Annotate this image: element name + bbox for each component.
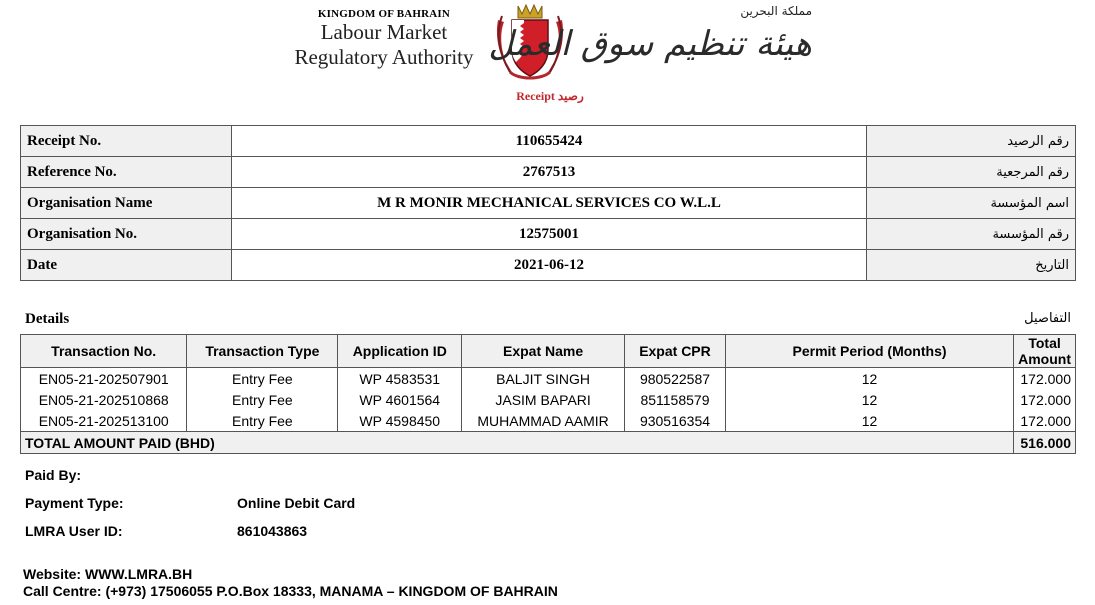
- org-name-line2: Regulatory Authority: [294, 45, 474, 69]
- org-name-arabic: هيئة تنظيم سوق العمل: [488, 24, 812, 64]
- cell-expat-cpr: 980522587: [625, 368, 726, 390]
- details-heading: Details: [25, 311, 70, 327]
- column-header: Application ID: [338, 335, 462, 368]
- header-english: [280, 8, 488, 70]
- info-label-arabic: رقم الرصيد: [867, 126, 1076, 157]
- info-label: Organisation No.: [21, 219, 232, 250]
- cell-expat-name: MUHAMMAD AAMIR: [462, 410, 625, 432]
- cell-expat-name: JASIM BAPARI: [462, 389, 625, 410]
- info-label-arabic: اسم المؤسسة: [867, 188, 1076, 219]
- cell-application-id: WP 4583531: [338, 368, 462, 390]
- column-header: Expat CPR: [625, 335, 726, 368]
- cell-expat-cpr: 851158579: [625, 389, 726, 410]
- info-row-date: [21, 250, 1076, 281]
- cell-expat-name: BALJIT SINGH: [462, 368, 625, 390]
- header-arabic: [488, 4, 812, 76]
- cell-transaction-type: Entry Fee: [187, 368, 338, 390]
- payment-type-value: Online Debit Card: [237, 495, 356, 511]
- cell-permit-period: 12: [725, 368, 1013, 390]
- user-id-label: LMRA User ID:: [25, 523, 123, 539]
- paid-by-label: Paid By:: [25, 467, 82, 483]
- cell-transaction-type: Entry Fee: [187, 389, 338, 410]
- column-header: Transaction Type: [187, 335, 338, 368]
- info-value: 110655424: [232, 126, 867, 157]
- total-row: [21, 432, 1076, 454]
- info-value: 2767513: [232, 157, 867, 188]
- info-label-arabic: التاريخ: [867, 250, 1076, 281]
- payment-type-label: Payment Type:: [25, 495, 124, 511]
- table-row: [21, 368, 1076, 390]
- info-row-receipt-no: [21, 126, 1076, 157]
- kingdom-text: KINGDOM OF BAHRAIN: [317, 8, 451, 20]
- table-row: [21, 389, 1076, 410]
- info-value: 12575001: [232, 219, 867, 250]
- info-label-arabic: رقم المؤسسة: [867, 219, 1076, 250]
- cell-transaction-no: EN05-21-202510868: [21, 389, 187, 410]
- website-text: Website: WWW.LMRA.BH: [23, 566, 193, 582]
- cell-application-id: WP 4598450: [338, 410, 462, 432]
- column-header: Permit Period (Months): [725, 335, 1013, 368]
- call-centre-text: Call Centre: (+973) 17506055 P.O.Box 18333, MANAMA – KINGDOM OF BAHRAIN: [23, 583, 558, 599]
- receipt-title: Receipt رصيد: [516, 89, 584, 103]
- info-value: M R MONIR MECHANICAL SERVICES CO W.L.L: [232, 188, 867, 219]
- cell-permit-period: 12: [725, 389, 1013, 410]
- total-label: TOTAL AMOUNT PAID (BHD): [21, 432, 1014, 454]
- info-label: Reference No.: [21, 157, 232, 188]
- cell-application-id: WP 4601564: [338, 389, 462, 410]
- column-header: Transaction No.: [21, 335, 187, 368]
- cell-total-amount: 172.000: [1014, 410, 1076, 432]
- table-row: [21, 410, 1076, 432]
- info-label: Organisation Name: [21, 188, 232, 219]
- transactions-table: [20, 334, 1076, 454]
- column-header: Expat Name: [462, 335, 625, 368]
- receipt-info-table: [20, 125, 1076, 281]
- cell-total-amount: 172.000: [1014, 389, 1076, 410]
- info-value: 2021-06-12: [232, 250, 867, 281]
- info-row-organisation-no: [21, 219, 1076, 250]
- table-header-row: [21, 335, 1076, 368]
- kingdom-text-arabic: مملكة البحرين: [740, 4, 812, 18]
- column-header: Total Amount: [1014, 335, 1076, 368]
- cell-transaction-no: EN05-21-202507901: [21, 368, 187, 390]
- cell-transaction-no: EN05-21-202513100: [21, 410, 187, 432]
- total-value: 516.000: [1014, 432, 1076, 454]
- user-id-value: 861043863: [237, 523, 308, 539]
- cell-total-amount: 172.000: [1014, 368, 1076, 390]
- cell-transaction-type: Entry Fee: [187, 410, 338, 432]
- details-heading-arabic: التفاصيل: [1024, 311, 1071, 326]
- cell-expat-cpr: 930516354: [625, 410, 726, 432]
- info-label-arabic: رقم المرجعية: [867, 157, 1076, 188]
- info-label: Date: [21, 250, 232, 281]
- info-row-organisation-name: [21, 188, 1076, 219]
- org-name-line1: Labour Market: [320, 20, 448, 44]
- info-row-reference-no: [21, 157, 1076, 188]
- cell-permit-period: 12: [725, 410, 1013, 432]
- info-label: Receipt No.: [21, 126, 232, 157]
